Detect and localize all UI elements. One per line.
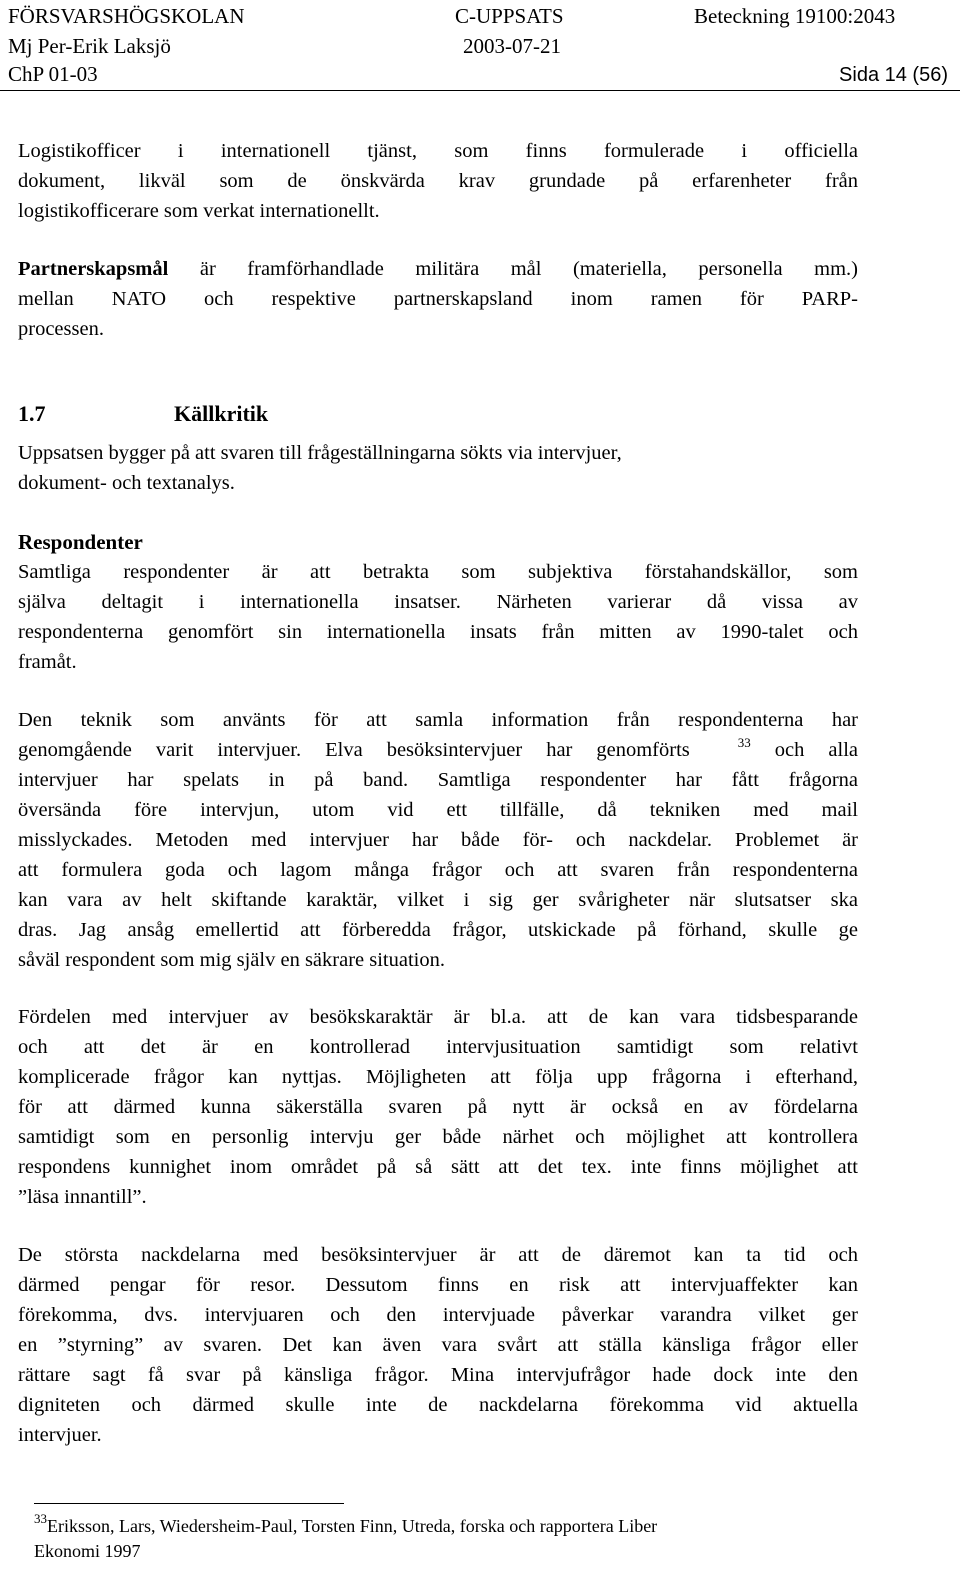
footnote-divider [34,1503,344,1504]
text-line: ”läsa innantill”. [18,1186,147,1208]
page-number: Sida 14 (56) [839,64,948,86]
text-line: processen. [18,318,104,340]
text-line: förekomma, dvs. intervjuaren och den intervjuade påverkar varandra vilket ger [18,1304,858,1326]
text-line: misslyckades. Metoden med intervjuer har både för- och nackdelar. Problemet är [18,829,858,851]
course-code: ChP 01-03 [8,62,98,86]
header-divider [0,90,960,91]
text-line: kan vara av helt skiftande karaktär, vilket i sig ger svårigheter när slutsatser ska [18,889,858,911]
term-partnerskapsmal: Partnerskapsmål [18,258,169,280]
text-line: en ”styrning” av svaren. Det kan även vara svårt att ställa känsliga frågor eller [18,1334,858,1356]
paragraph-interview-technique [18,705,858,975]
footnote-reference: 33 [737,735,751,750]
section-title: Källkritik [174,401,269,426]
section-number: 1.7 [18,401,46,426]
paragraph-logistics-officer [18,136,858,226]
text-line: dokument, likväl som de önskvärda krav grundade på erfarenheter från [18,170,858,192]
footnote-line [34,1511,834,1539]
paragraph-respondents [18,557,858,677]
text-line: intervjuer. [18,1424,102,1446]
text-line: och att det är en kontrollerad intervjusituation samtidigt som relativt [18,1036,858,1058]
text-line: komplicerade frågor kan nyttjas. Möjligheten att följa upp frågorna i efterhand, [18,1066,858,1088]
text-line: Fördelen med intervjuer av besökskaraktär är bl.a. att de kan vara tidsbesparande [18,1006,858,1028]
text-line: för att därmed kunna säkerställa svaren på nytt är också en av fördelarna [18,1096,858,1118]
text-line: respondenterna genomfört sin internationella insats från mitten av 1990-talet och [18,621,858,643]
text-line: intervjuer har spelats in på band. Samtliga respondenter har fått frågorna [18,769,858,791]
text-line: De största nackdelarna med besöksintervjuer är att de däremot kan ta tid och [18,1244,858,1266]
text-line: dokument- och textanalys. [18,472,235,494]
paragraph-partnership-goals [18,254,858,344]
text-line: att formulera goda och lagom många frågor och att svaren från respondenterna [18,859,858,881]
text-line: logistikofficerare som verkat internationellt. [18,200,380,222]
text-line: Logistikofficer i internationell tjänst, som finns formulerade i officiella [18,140,858,162]
text-line: själva deltagit i internationella insatser. Närheten varierar då vissa av [18,591,858,613]
text-line: framåt. [18,651,77,673]
text-line: mellan NATO och respektive partnerskapsland inom ramen för PARP- [18,288,858,310]
document-type: C-UPPSATS [455,4,564,28]
document-designation: Beteckning 19100:2043 [694,4,896,28]
footnote-line: Ekonomi 1997 [34,1541,141,1561]
text-line: dras. Jag ansåg emellertid att förberedda frågor, utskickade på förhand, skulle ge [18,919,858,941]
paragraph-advantages [18,1002,858,1212]
footnote [34,1511,834,1564]
text-line: därmed pengar för resor. Dessutom finns en risk att intervjuaffekter kan [18,1274,858,1296]
text-line: översända före intervjun, utom vid ett tillfälle, då tekniken med mail [18,799,858,821]
text-line: respondens kunnighet inom området på så sätt att det tex. inte finns möjlighet att [18,1156,858,1178]
text-segment: är framförhandlade militära mål (materiella, personella mm.) [168,258,858,280]
footnote-number: 33 [34,1511,47,1526]
document-date: 2003-07-21 [463,34,561,58]
institution-name: FÖRSVARSHÖGSKOLAN [8,4,245,28]
subheading-respondenter: Respondenter [18,530,143,554]
text-line: Uppsatsen bygger på att svaren till frågeställningarna sökts via intervjuer, [18,442,622,464]
footnote-text: Eriksson, Lars, Wiedersheim-Paul, Torsten Finn, Utreda, forska och rapportera Liber [47,1516,658,1536]
text-line: samtidigt som en personlig intervju ger både närhet och möjlighet att kontrollera [18,1126,858,1148]
text-line: såväl respondent som mig själv en säkrare situation. [18,949,445,971]
text-segment: genomgående varit intervjuer. Elva besöksintervjuer har genomförts [18,739,690,761]
text-line: Den teknik som använts för att samla information från respondenterna har [18,709,858,731]
text-line: rättare sagt få svar på känsliga frågor. Mina intervjufrågor hade dock inte den [18,1364,858,1386]
paragraph-disadvantages [18,1240,858,1450]
text-line [18,735,858,765]
text-line [18,254,858,284]
paragraph-source-intro [18,438,858,498]
text-line: digniteten och därmed skulle inte de nackdelarna förekomma vid aktuella [18,1394,858,1416]
author-name: Mj Per-Erik Laksjö [8,34,171,58]
text-line: Samtliga respondenter är att betrakta som subjektiva förstahandskällor, som [18,561,858,583]
text-segment: och alla [750,739,859,761]
